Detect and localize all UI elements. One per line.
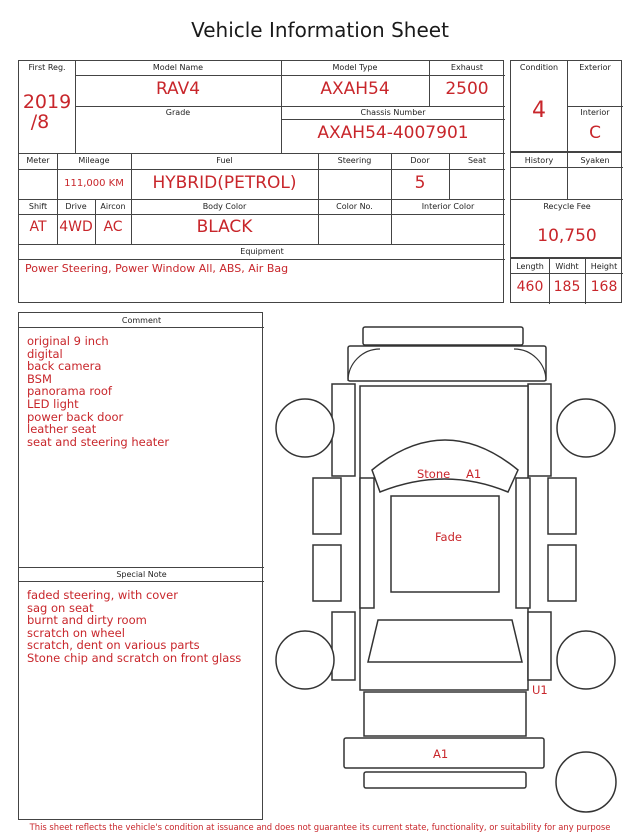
body-color-label: Body Color [202,202,247,211]
model-name-value: RAV4 [155,79,201,99]
roof-panel [391,496,499,592]
rear-wheel-right [557,631,615,689]
condition-label: Condition [519,63,559,72]
mark-stone: Stone [417,467,451,481]
color-no-label: Color No. [336,202,373,211]
special-note-line: burnt and dirty room [27,613,147,628]
exhaust-label: Exhaust [450,63,484,72]
rear-fender-right [528,612,551,680]
special-note-line: sag on seat [27,600,94,615]
comment-line: back camera [27,359,102,374]
front-door-left [313,478,341,534]
model-type-value: AXAH54 [320,79,390,99]
dimensions-box [510,258,622,303]
mark-a1-bottom: A1 [433,747,449,761]
history-label: History [524,156,554,165]
length-value: 460 [516,279,544,295]
comment-line: panorama roof [27,384,112,399]
comment-line: digital [27,346,63,361]
width-value: 185 [553,279,581,295]
rear-glass [368,620,522,662]
grade-label: Grade [165,108,191,117]
rear-door-left [313,545,341,601]
chassis-label: Chassis Number [360,108,426,117]
mileage-value: 111,000 KM [64,178,124,189]
front-wheel-right [557,399,615,457]
rear-door-right [548,545,576,601]
interior-color-label: Interior Color [421,202,475,211]
front-door-right [548,478,576,534]
first-reg-label: First Reg. [28,63,66,72]
model-name-label: Model Name [152,63,204,72]
comment-line: seat and steering heater [27,434,170,449]
special-note-line: Stone chip and scratch on front glass [27,650,242,665]
recycle-fee-label: Recycle Fee [543,202,591,211]
drive-value: 4WD [59,219,93,235]
special-note-label: Special Note [116,570,167,579]
comment-line: BSM [27,371,52,386]
back-door [364,692,526,736]
special-note-line: faded steering, with cover [27,588,178,602]
shift-value: AT [29,219,47,235]
special-note-line: scratch on wheel [27,625,125,640]
notes-box [18,312,263,820]
disclaimer-footer: This sheet reflects the vehicle's condition at issuance and does not guarantee its current state, functionality, or suitability for any purpose [29,822,611,832]
comment-line: power back door [27,409,124,424]
hood-panel [348,346,546,381]
height-label: Height [590,262,618,271]
comment-line: leather seat [27,422,97,437]
aircon-label: Aircon [100,202,126,211]
drive-label: Drive [65,202,87,211]
equipment-value: Power Steering, Power Window All, ABS, Air Bag [25,262,289,275]
special-note-list [27,589,241,665]
front-wheel-left [276,399,334,457]
interior-label: Interior [580,108,610,117]
comment-list [27,335,169,448]
syaken-label: Syaken [580,156,610,165]
info-table [18,60,504,303]
rear-step [364,772,526,788]
page-title: Vehicle Information Sheet [191,18,449,42]
front-bumper [363,327,523,345]
pillar-right [516,478,530,608]
steering-label: Steering [337,156,372,165]
chassis-value: AXAH54-4007901 [317,123,469,143]
fuel-label: Fuel [216,156,233,165]
meter-label: Meter [26,156,50,165]
door-value: 5 [414,173,426,193]
mark-fade: Fade [435,530,462,544]
condition-value: 4 [532,98,546,123]
exterior-label: Exterior [579,63,611,72]
rear-wheel-left [276,631,334,689]
front-fender-left [332,384,355,476]
interior-value: C [589,123,601,143]
front-fender-right [528,384,551,476]
special-note-line: scratch, dent on various parts [27,638,200,653]
car-damage-diagram [268,320,632,820]
height-value: 168 [590,279,618,295]
recycle-fee-value: 10,750 [537,226,597,246]
comment-line: original 9 inch [27,334,109,348]
mileage-label: Mileage [78,156,110,165]
door-label: Door [410,156,430,165]
seat-label: Seat [467,156,487,165]
aircon-value: AC [103,219,123,235]
shift-label: Shift [28,202,48,211]
fuel-value: HYBRID(PETROL) [152,173,297,193]
exhaust-value: 2500 [445,79,489,99]
equipment-label: Equipment [240,247,284,256]
history-box [510,152,622,258]
mark-u1: U1 [532,683,548,697]
comment-label: Comment [121,316,162,325]
condition-box [510,60,622,152]
mark-a1-top: A1 [466,467,482,481]
length-label: Length [516,262,544,271]
body-color-value: BLACK [196,217,253,237]
comment-line: LED light [27,396,79,411]
first-reg-year: 2019 [22,91,72,113]
model-type-label: Model Type [332,63,378,72]
rear-fender-left [332,612,355,680]
pillar-left [360,478,374,608]
first-reg-month: /8 [30,111,50,133]
width-label: Widht [555,262,579,271]
spare-wheel [556,752,616,812]
